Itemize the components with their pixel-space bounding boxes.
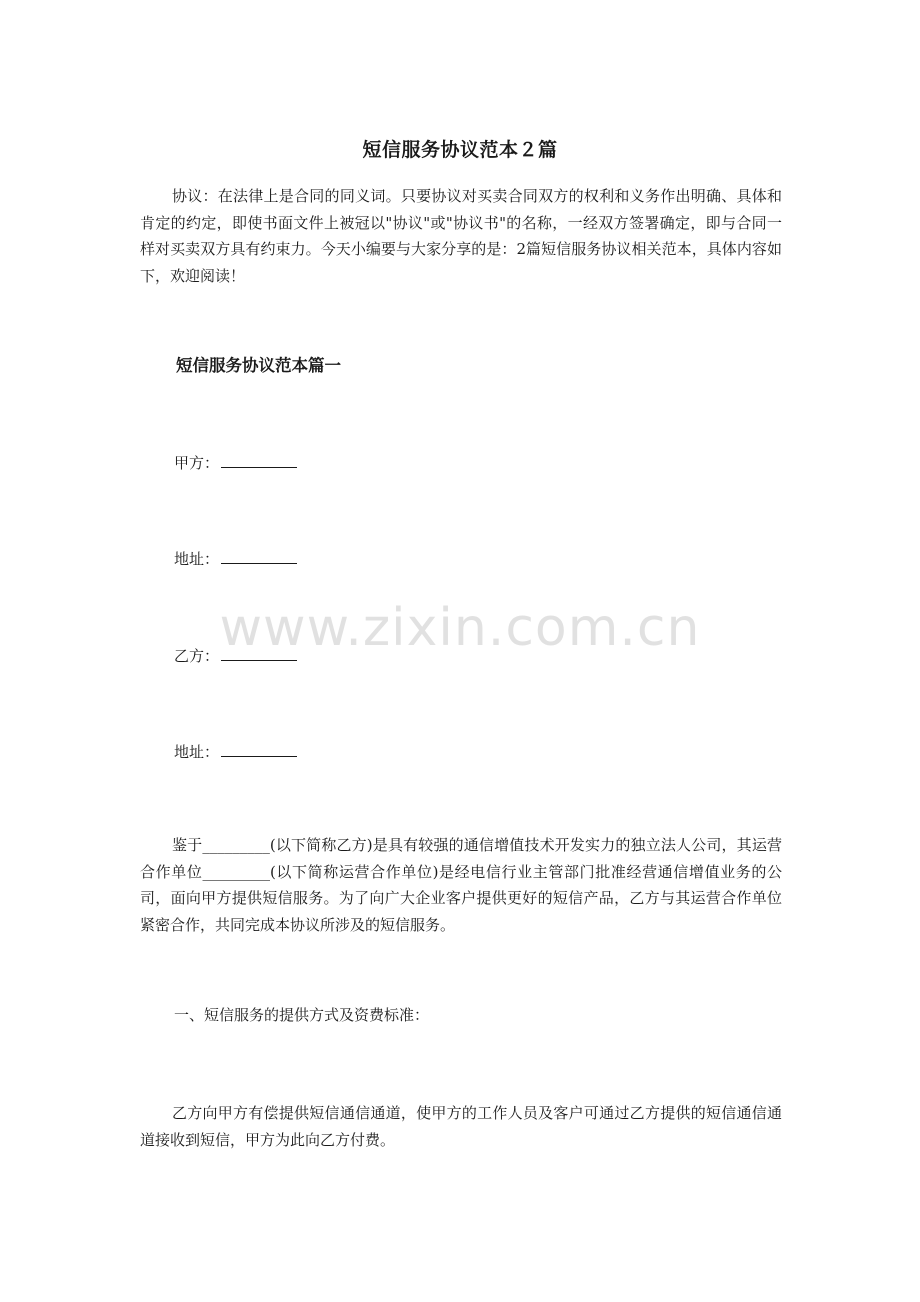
clause-heading: 一、短信服务的提供方式及资费标准： <box>174 1006 430 1024</box>
watermark: www.zixin.com.cn <box>219 598 701 658</box>
party-a-blank <box>221 453 297 468</box>
document-title: 短信服务协议范本２篇 <box>362 138 558 161</box>
party-b-address-blank <box>221 742 297 757</box>
intro-paragraph: 协议：在法律上是合同的同义词。只要协议对买卖合同双方的权利和义务作出明确、具体和肯定的约定，即使书面文件上被冠以"协议"或"协议书"的名称，一经双方签署确定，即与合同一样对买卖双方具有约束力。今天小编要与大家分享的是：2篇短信服务协议相关范本，具体内容如下，欢迎阅读！ <box>140 187 782 285</box>
party-a-label: 甲方： <box>174 454 220 472</box>
description-paragraph: 鉴于_________(以下简称乙方)是具有较强的通信增值技术开发实力的独立法人公司，其运营合作单位_________(以下简称运营合作单位)是经电信行业主管部门批准经营通信增值业务的公司，面向甲方提供短信服务。为了向广大企业客户提供更好的短信产品，乙方与其运营合作单位紧密合作，共同完成本协议所涉及的短信服务。 <box>140 836 782 934</box>
clause-paragraph: 乙方向甲方有偿提供短信通信通道，使甲方的工作人员及客户可通过乙方提供的短信通信通道接收到短信，甲方为此向乙方付费。 <box>140 1104 782 1149</box>
party-b-address-label: 地址： <box>174 743 220 761</box>
party-a-field <box>174 452 297 473</box>
section-heading: 短信服务协议范本篇一 <box>176 356 341 375</box>
party-b-address-field <box>174 741 297 762</box>
party-b-field <box>174 645 297 666</box>
party-a-address-label: 地址： <box>174 550 220 568</box>
party-b-label: 乙方： <box>174 647 220 665</box>
party-b-blank <box>221 646 297 661</box>
party-a-address-blank <box>221 549 297 564</box>
party-a-address-field <box>174 548 297 569</box>
